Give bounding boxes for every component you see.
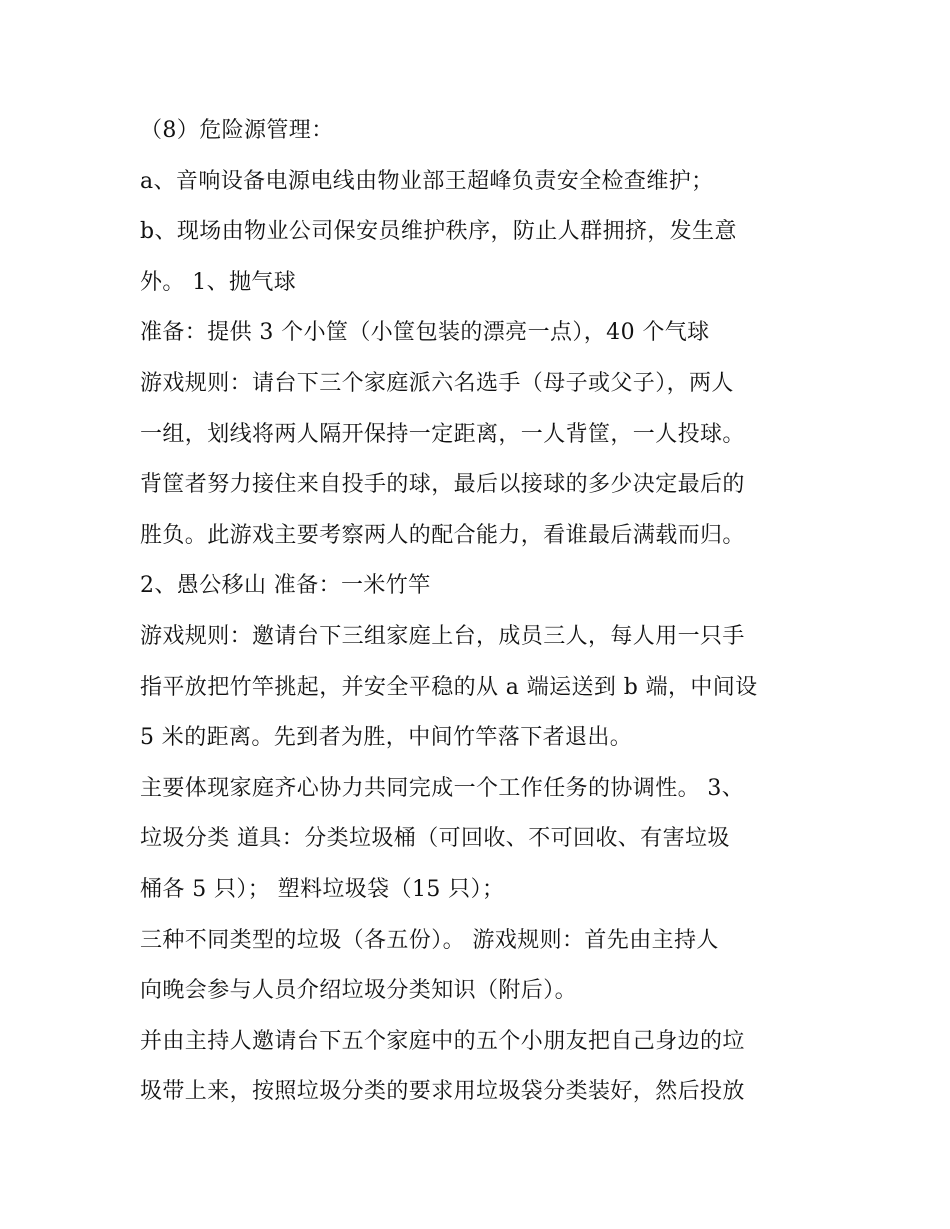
text-line: 5 米的距离。先到者为胜，中间竹竿落下者退出。	[140, 725, 633, 751]
text-line: 准备：提供 3 个小筐（小筐包装的漂亮一点），40 个气球	[140, 320, 710, 346]
text-line: 桶各 5 只）； 塑料垃圾袋（15 只）；	[140, 876, 505, 902]
text-line: 三种不同类型的垃圾（各五份）。 游戏规则：首先由主持人	[140, 927, 719, 953]
text-line: b、现场由物业公司保安员维护秩序，防止人群拥挤，发生意	[140, 219, 737, 245]
heading-hazard-management: （8）危险源管理：	[140, 118, 334, 143]
text-line: 游戏规则：邀请台下三组家庭上台，成员三人，每人用一只手	[140, 623, 745, 649]
text-line: 外。 1、抛气球	[140, 269, 297, 295]
text-line: 垃圾分类 道具：分类垃圾桶（可回收、不可回收、有害垃圾	[140, 826, 730, 852]
document-body	[140, 106, 820, 1118]
text-line: 2、愚公移山 准备：一米竹竿	[140, 573, 431, 599]
text-line: 指平放把竹竿挑起，并安全平稳的从 a 端运送到 b 端，中间设	[140, 674, 758, 700]
text-line: 向晚会参与人员介绍垃圾分类知识（附后）。	[140, 978, 578, 1004]
text-line: 背筐者努力接住来自投手的球，最后以接球的多少决定最后的	[140, 472, 745, 498]
text-line: 胜负。此游戏主要考察两人的配合能力，看谁最后满载而归。	[140, 522, 745, 548]
text-line: 并由主持人邀请台下五个家庭中的五个小朋友把自己身边的垃	[140, 1028, 745, 1054]
text-line: 主要体现家庭齐心协力共同完成一个工作任务的协调性。 3、	[140, 775, 745, 801]
text-line: 游戏规则：请台下三个家庭派六名选手（母子或父子），两人	[140, 370, 734, 396]
text-line: a、音响设备电源电线由物业部王超峰负责安全检查维护；	[140, 168, 714, 194]
text-line: 一组，划线将两人隔开保持一定距离，一人背筐，一人投球。	[140, 421, 745, 447]
text-line: 圾带上来，按照垃圾分类的要求用垃圾袋分类装好，然后投放	[140, 1079, 745, 1105]
